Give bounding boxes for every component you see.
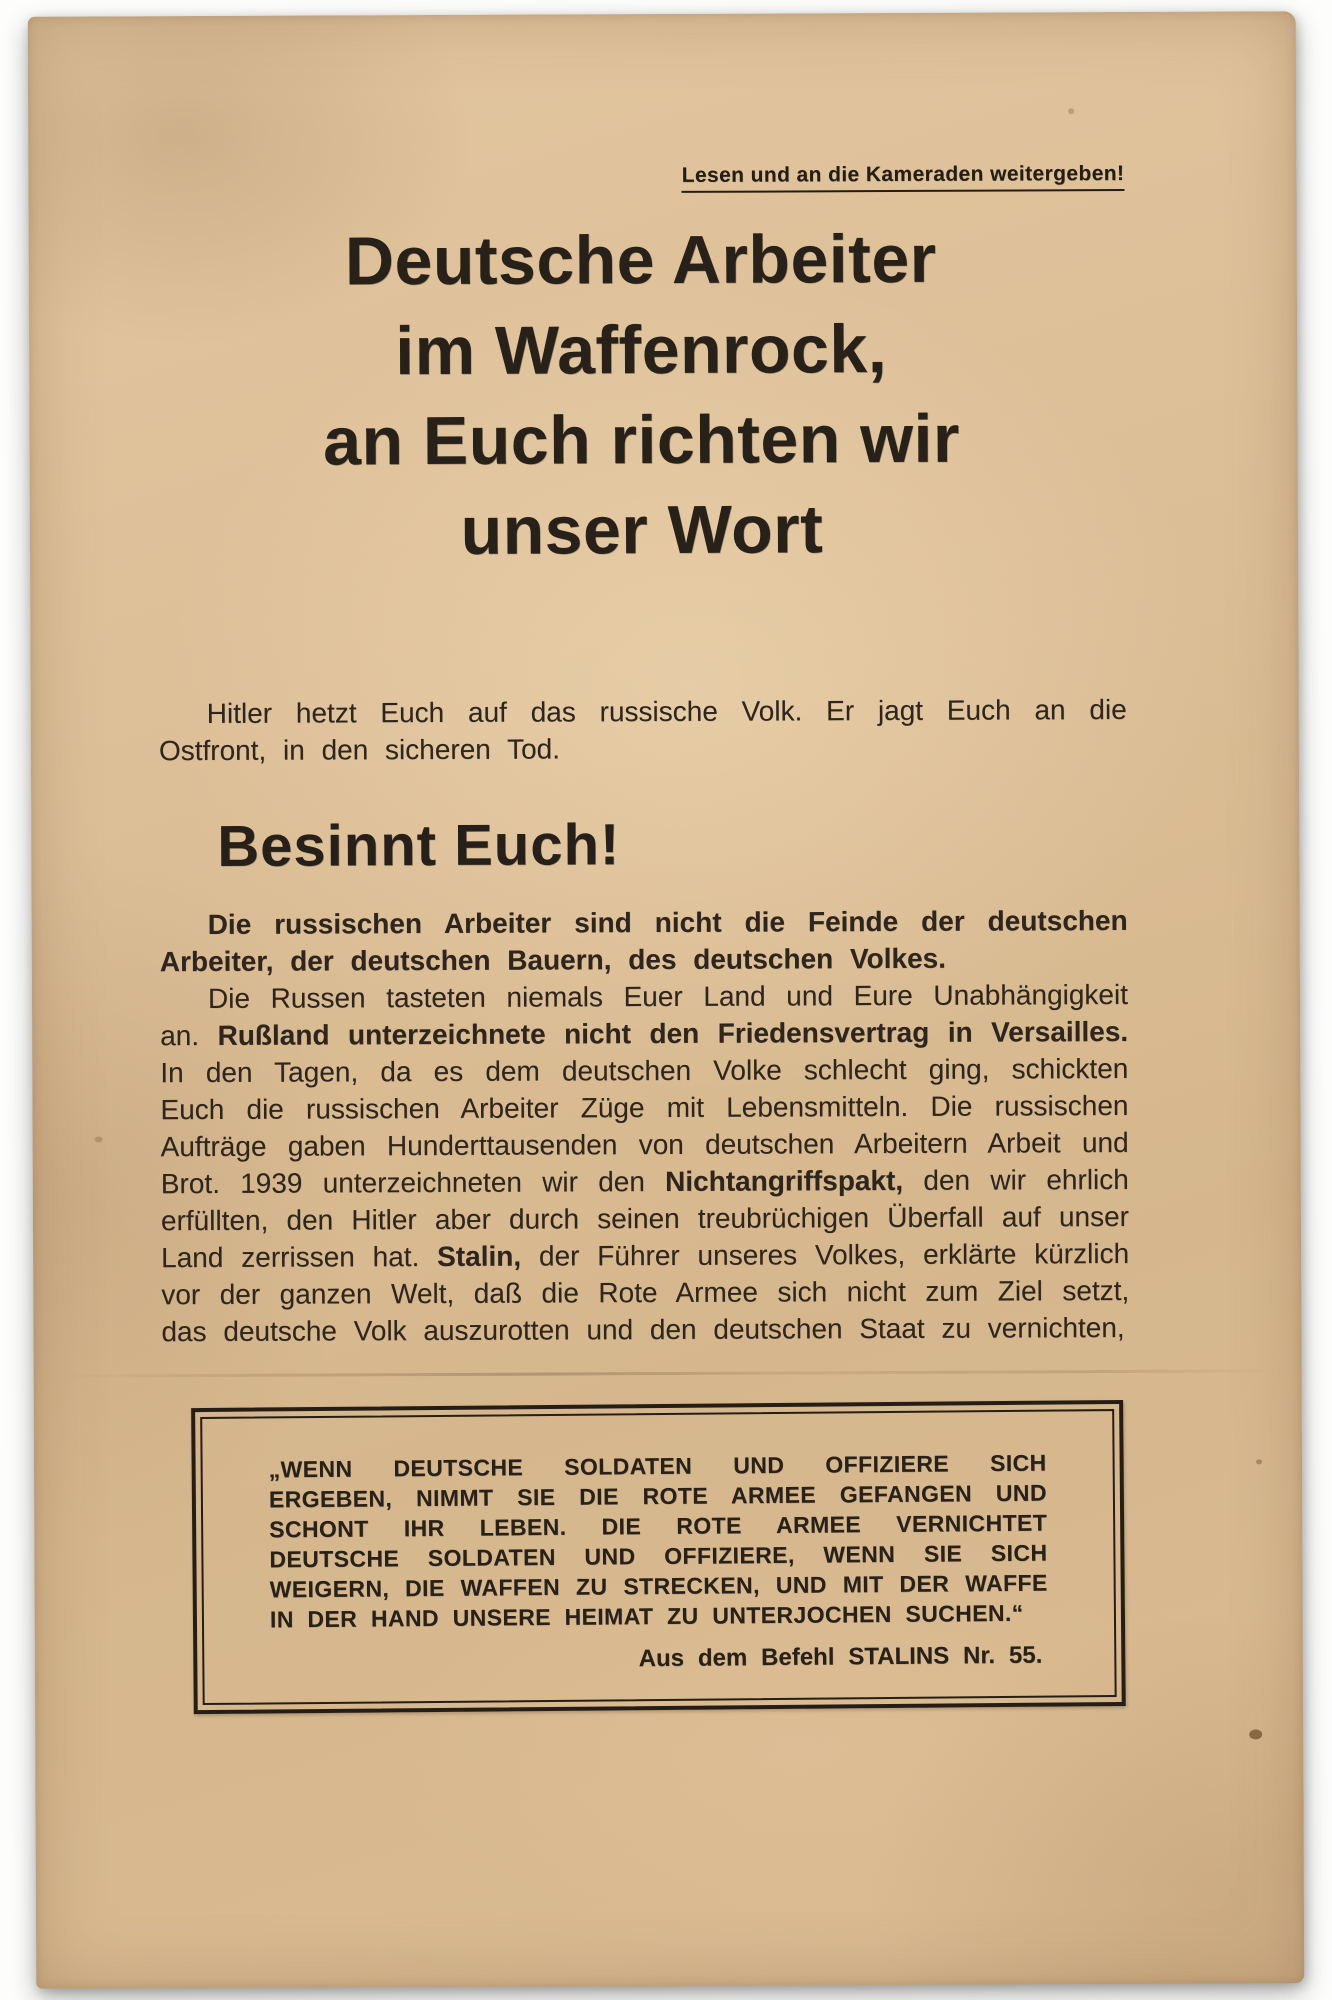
pass-on-banner: Lesen und an die Kameraden weitergeben! [682, 162, 1125, 193]
headline-line-1: Deutsche Arbeiter [344, 220, 937, 300]
quote-attribution: Aus dem Befehl STALINS Nr. 55. [638, 1641, 1043, 1673]
intro-paragraph: Hitler hetzt Euch auf das russische Volk. Er jagt Euch an die Ostfront, in den sicheren Tod. [158, 693, 1127, 767]
body-paragraph: Die Russen tasteten niemals Euer Land und Eure Unabhängigkeit an. Rußland unterzeichnete nicht den Friedensvertrag in Versailles. In den Tagen, da es dem deutschen Volke schlecht ging, schickten Euch die russischen Arbeiter Züge mit Lebensmitteln. Die russischen Aufträge gaben Hunderttausenden von deutschen Arbeitern Arbeit und Brot. 1939 unterzeichneten wir den Nichtangriffspakt, den wir ehrlich erfüllten, den Hitler aber durch seinen treubrüchigen Überfall auf unser Land zerrissen hat. Stalin, der Führer unseres Volkes, erklärte kürzlich vor der ganzen Welt, daß die Rote Armee sich nicht zum Ziel setzt, das deutsche Volk auszurotten und den deutschen Staat zu vernichten, [160, 978, 1130, 1348]
leaflet-paper [28, 11, 1305, 1989]
headline [157, 213, 1127, 577]
leaflet-content [28, 11, 1305, 1989]
stalin-order-quote-box [191, 1400, 1126, 1714]
headline-line-3: an Euch richten wir [323, 400, 961, 480]
quote-box-inner-frame [200, 1409, 1116, 1705]
quote-text: „WENN DEUTSCHE SOLDATEN UND OFFIZIERE SICH ERGEBEN, NIMMT SIE DIE ROTE ARMEE GEFANGEN UND SCHONT IHR LEBEN. DIE ROTE ARMEE VERNICHTET DEUTSCHE SOLDATEN UND OFFIZIERE, WENN SIE SICH WEIGERN, DIE WAFFEN ZU STRECKEN, UND MIT DER WAFFE IN DER HAND UNSERE HEIMAT ZU UNTERJOCHEN SUCHEN.“ [268, 1449, 1048, 1633]
headline-line-4: unser Wort [460, 491, 824, 569]
subheading: Besinnt Euch! [217, 812, 621, 879]
lead-paragraph: Die russischen Arbeiter sind nicht die Feinde der deutschen Arbeiter, der deutschen Bauern, des deutschen Volkes. [159, 904, 1128, 978]
banner-row [156, 162, 1124, 195]
headline-line-2: im Waffenrock, [395, 311, 888, 390]
